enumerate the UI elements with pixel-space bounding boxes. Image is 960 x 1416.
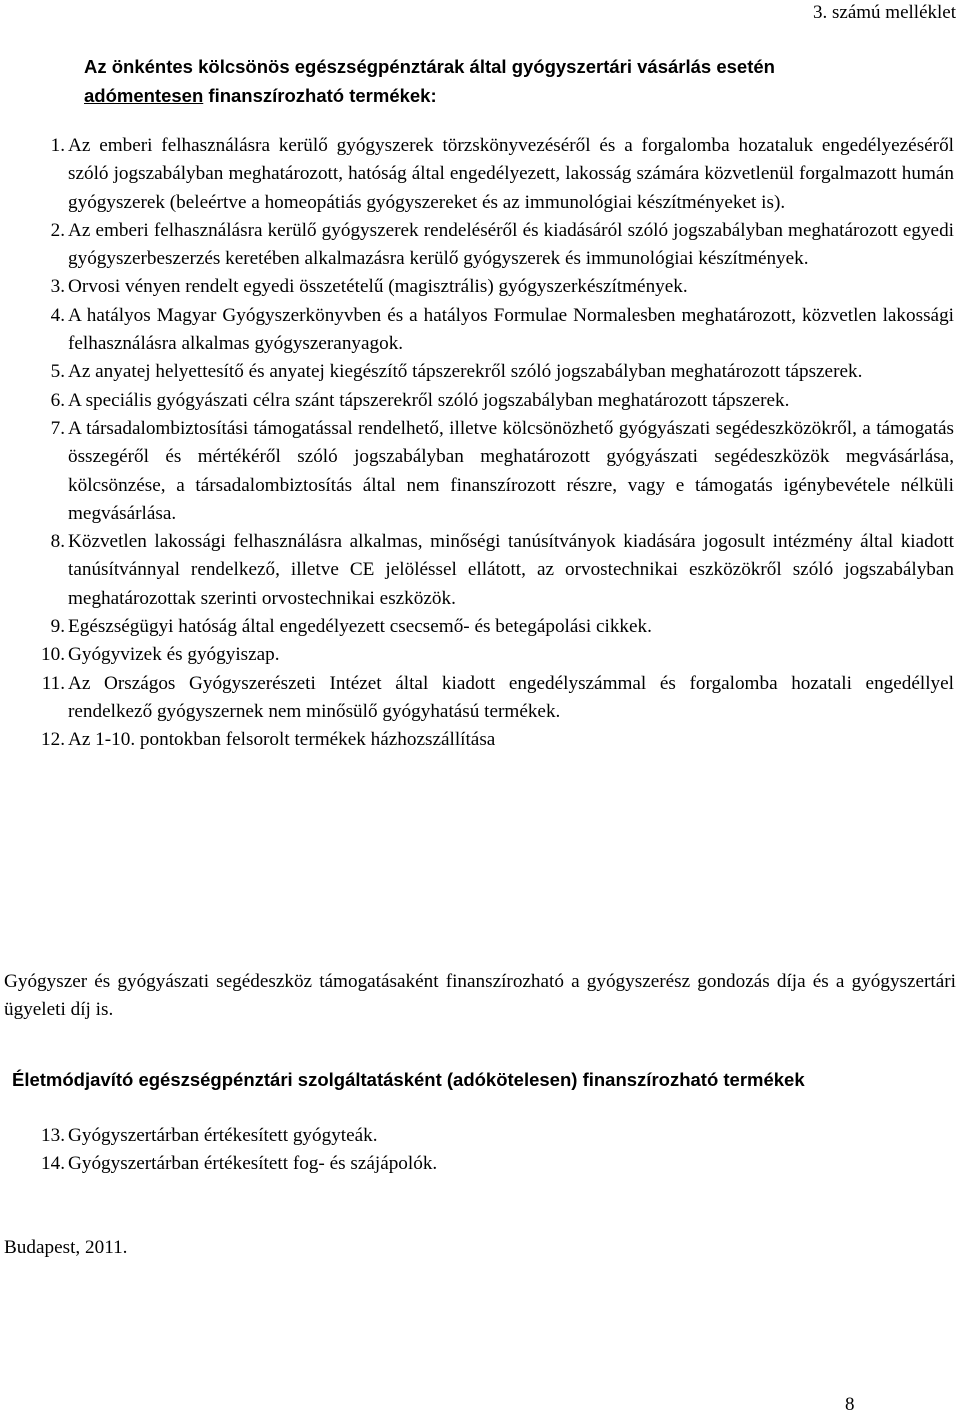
list-item-text: Egészségügyi hatóság által engedélyezett csecsemő- és betegápolási cikkek. [68,616,652,638]
list-item-number: 14. [41,1153,65,1175]
lifestyle-product-list [0,1122,960,1179]
list-item-number: 4. [50,304,65,326]
list-item-number: 6. [50,389,65,411]
page-number: 8 [845,1394,855,1415]
heading-line-1: Az önkéntes kölcsönös egészségpénztárak által gyógyszertári vásárlás esetén [84,56,775,77]
heading-line-2 [84,81,944,110]
list-item-number: 13. [41,1125,65,1146]
list-item [0,387,960,415]
list-item-number: 11. [41,672,65,694]
section-heading-2: Életmódjavító egészségpénztári szolgáltatásként (adókötelesen) finanszírozható termékek [12,1069,805,1090]
place-date: Budapest, 2011. [4,1237,128,1258]
list-item-number: 3. [50,276,65,298]
list-item-text: Gyógyszertárban értékesített gyógyteák. [68,1125,378,1146]
list-item-text: Az anyatej helyettesítő és anyatej kiegészítő tápszerekről szóló jogszabályban meghatározott tápszerek. [68,361,863,383]
list-item-number: 2. [50,219,65,241]
annex-label: 3. számú melléklet [813,2,956,23]
list-item [0,273,960,301]
product-list [0,132,960,755]
list-item-text: Az Országos Gyógyszerészeti Intézet által kiadott engedélyszámmal és forgalomba hozatali engedéllyel rendelkező gyógyszernek nem minősülő gyógyhatású termékek. [68,672,954,722]
list-item-number: 5. [50,361,65,383]
list-item [0,528,960,613]
list-item-number: 9. [50,616,65,638]
section-heading [84,52,944,110]
list-item [0,132,960,217]
list-item-text: Az 1-10. pontokban felsorolt termékek házhozszállítása [68,729,496,751]
list-item-text: Orvosi vényen rendelt egyedi összetételű (magisztrális) gyógyszerkészítmények. [68,276,688,298]
list-item-text: Az emberi felhasználásra kerülő gyógyszerek rendeléséről és kiadásáról szóló jogszabályban meghatározott egyedi gyógyszerbeszerzés keretében alkalmazásra kerülő gyógyszerek és immunológiai készítmények. [68,219,954,270]
list-item-text: Közvetlen lakossági felhasználásra alkalmas, minőségi tanúsítványok kiadására jogosult intézmény által kiadott tanúsítvánnyal rendelkező, illetve CE jelöléssel ellátott, az orvostechnikai eszközökről szóló jogszabályban meghatározottak szerinti orvostechnikai eszközök. [68,531,954,609]
list-item-text: Gyógyvizek és gyógyiszap. [68,644,280,666]
list-item [0,358,960,386]
list-item-text: A hatályos Magyar Gyógyszerkönyvben és a hatályos Formulae Normalesben meghatározott, közvetlen lakossági felhasználásra alkalmas gyógyszeranyagok. [68,304,954,355]
list-item [0,613,960,641]
list-item-text: A társadalombiztosítási támogatással rendelhető, illetve kölcsönözhető gyógyászati segédeszközökről, a támogatás összegéről és mértékéről szóló jogszabályban meghatározott gyógyászati segédeszközök megvásárlása, kölcsönzése, a társadalombiztosítás által nem finanszírozott részre, vagy e támogatás igénybevétele nélküli megvásárlása. [68,417,954,524]
heading-line-2-rest: finanszírozható termékek: [203,85,437,106]
list-item-number: 12. [41,729,65,751]
list-item [0,641,960,669]
body-paragraph: Gyógyszer és gyógyászati segédeszköz támogatásaként finanszírozható a gyógyszerész gondozás díja és a gyógyszertári ügyeleti díj is. [4,971,956,1021]
list-item-text: Gyógyszertárban értékesített fog- és szájápolók. [68,1153,438,1175]
list-item [0,1150,960,1178]
list-item [0,726,960,754]
heading-underlined-word: adómentesen [84,85,204,106]
list-item-number: 1. [50,135,65,156]
list-item [0,302,960,359]
list-item [0,217,960,274]
list-item-number: 8. [50,531,65,553]
list-item-text: Az emberi felhasználásra kerülő gyógyszerek törzskönyvezéséről és a forgalomba hozataluk engedélyezéséről szóló jogszabályban meghatározott, hatóság által engedélyezett, lakosság számára közvetlenül forgalmazott humán gyógyszerek (beleértve a homeopátiás gyógyszereket és az immunológiai készítményeket is). [68,135,954,213]
list-item [0,1122,960,1150]
list-item-text: A speciális gyógyászati célra szánt tápszerekről szóló jogszabályban meghatározott tápszerek. [68,389,790,411]
list-item [0,415,960,528]
list-item-number: 7. [50,417,65,439]
list-item [0,670,960,727]
list-item-number: 10. [41,644,65,666]
